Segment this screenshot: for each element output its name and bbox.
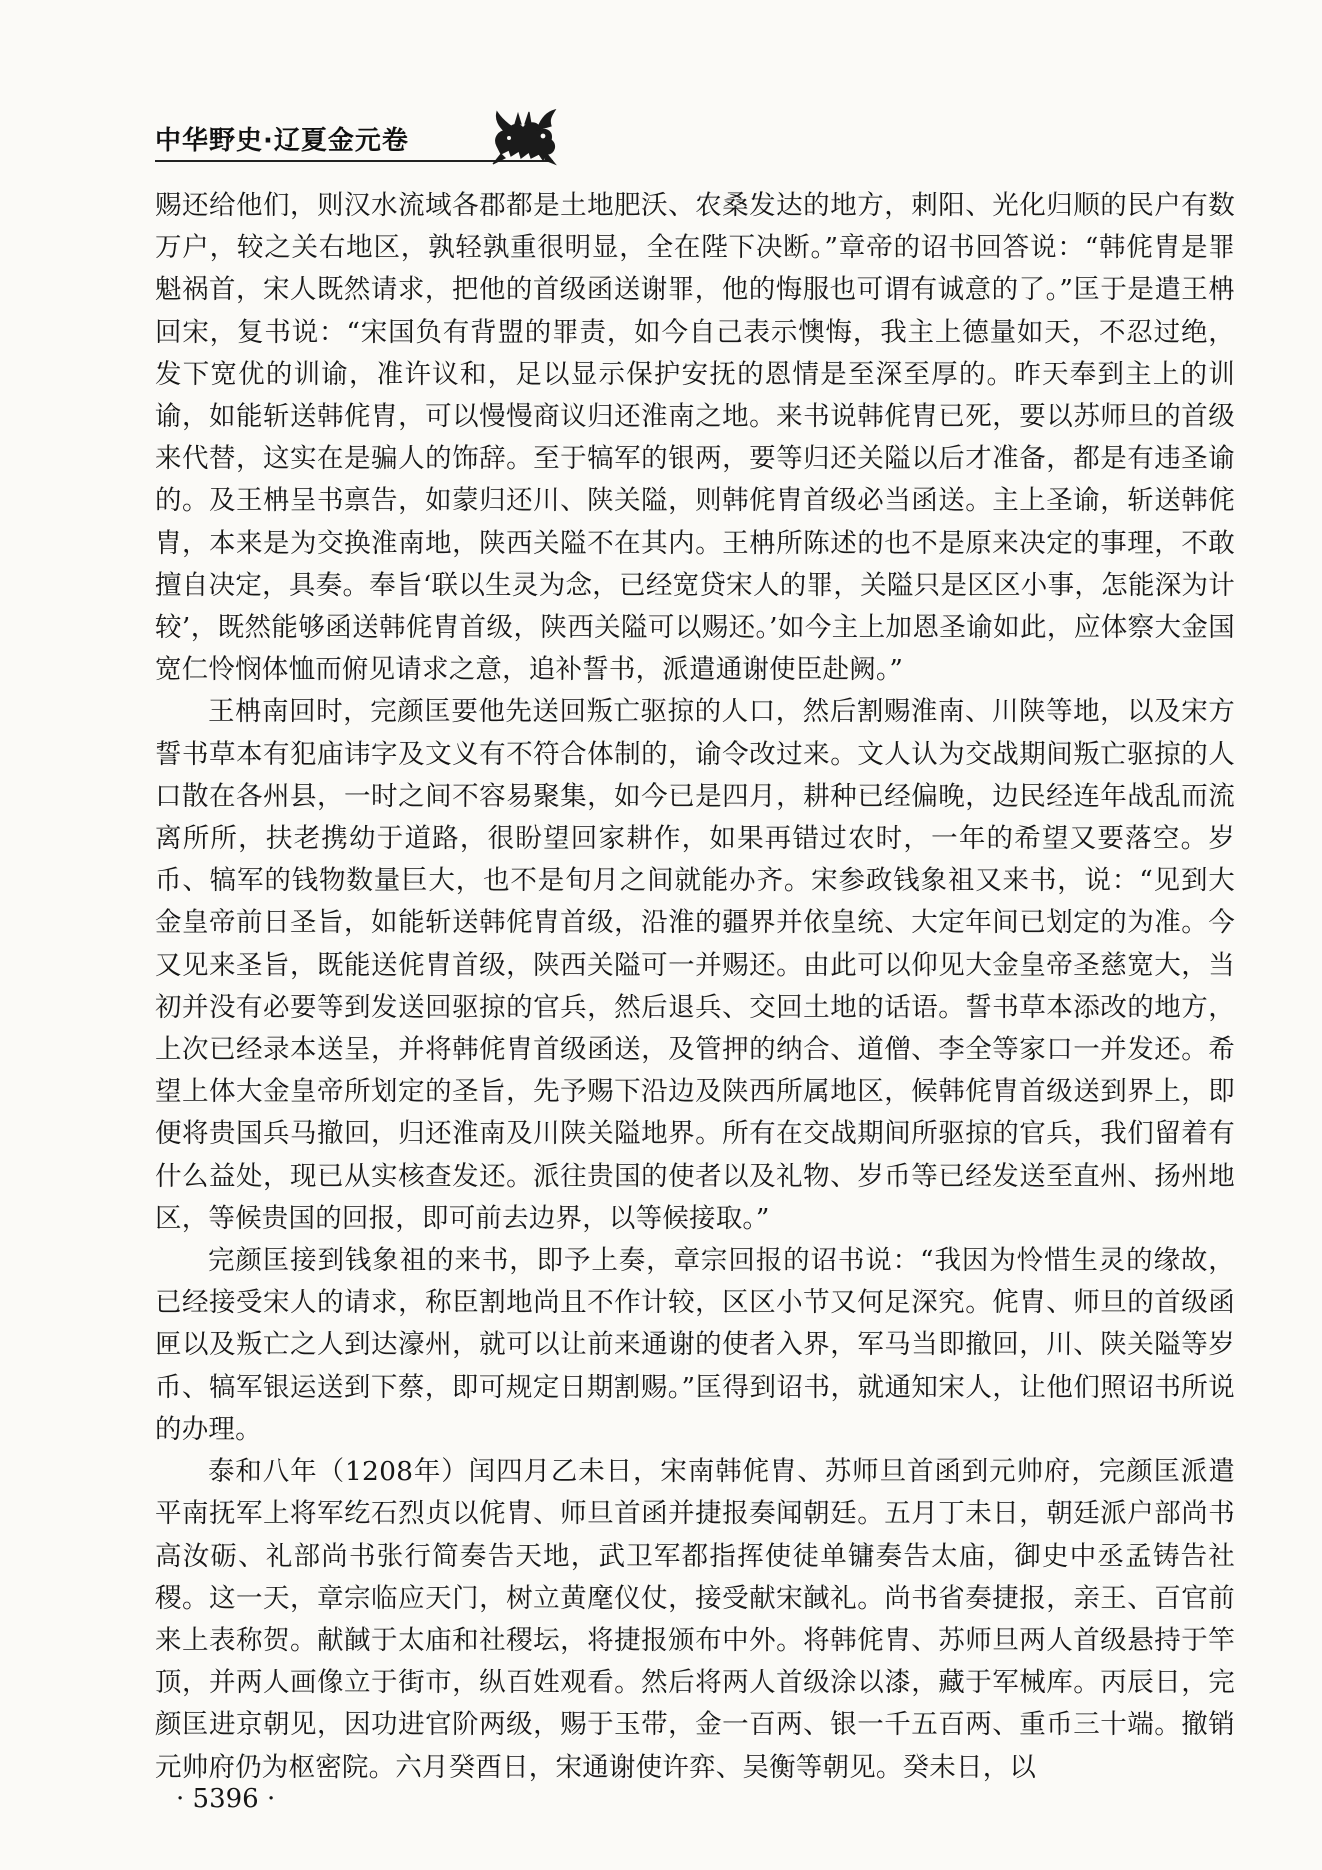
paragraph-2: 王柟南回时，完颜匡要他先送回叛亡驱掠的人口，然后割赐淮南、川陕等地，以及宋方誓书草本有犯庙讳字及文义有不符合体制的，谕令改过来。文人认为交战期间叛亡驱掠的人口散在各州县，一时之间不容易聚集，如今已是四月，耕种已经偏晚，边民经连年战乱而流离所所，扶老携幼于道路，很盼望回家耕作，如果再错过农时，一年的希望又要落空。岁币、犒军的钱物数量巨大，也不是旬月之间就能办齐。宋参政钱象祖又来书，说：“见到大金皇帝前日圣旨，如能斩送韩侂胄首级，沿淮的疆界并依皇统、大定年间已划定的为准。今又见来圣旨，既能送侂胄首级，陕西关隘可一并赐还。由此可以仰见大金皇帝圣慈宽大，当初并没有必要等到发送回驱掠的官兵，然后退兵、交回土地的话语。誓书草本添改的地方，上次已经录本送呈，并将韩侂胄首级函送，及管押的纳合、道僧、李全等家口一并发还。希望上体大金皇帝所划定的圣旨，先予赐下沿边及陕西所属地区，候韩侂胄首级送到界上，即便将贵国兵马撤回，归还淮南及川陕关隘地界。所有在交战期间所驱掠的官兵，我们留着有什么益处，现已从实核查发还。派往贵国的使者以及礼物、岁币等已经发送至直州、扬州地区，等候贵国的回报，即可前去边界，以等候接取。” <box>155 696 1235 1234</box>
book-title: 中华野史·辽夏金元卷 <box>155 126 409 156</box>
body-text <box>155 185 1235 1789</box>
paragraph-1: 赐还给他们，则汉水流域各郡都是土地肥沃、农桑发达的地方，刺阳、光化归顺的民户有数万户，较之关右地区，孰轻孰重很明显，全在陛下决断。”章帝的诏书回答说：“韩侂胄是罪魁祸首，宋人既然请求，把他的首级函送谢罪，他的悔服也可谓有诚意的了。”匡于是遣王柟回宋，复书说：“宋国负有背盟的罪责，如今自己表示懊悔，我主上德量如天，不忍过绝，发下宽优的训谕，准许议和，足以显示保护安抚的恩情是至深至厚的。昨天奉到主上的训谕，如能斩送韩侂胄，可以慢慢商议归还淮南之地。来书说韩侂胄已死，要以苏师旦的首级来代替，这实在是骗人的饰辞。至于犒军的银两，要等归还关隘以后才准备，都是有违圣谕的。及王柟呈书禀告，如蒙归还川、陕关隘，则韩侂胄首级必当函送。主上圣谕，斩送韩侂胄，本来是为交换淮南地，陕西关隘不在其内。王柟所陈述的也不是原来决定的事理，不敢擅自决定，具奏。奉旨‘联以生灵为念，已经宽贷宋人的罪，关隘只是区区小事，怎能深为计较’，既然能够函送韩侂胄首级，陕西关隘可以赐还。’如今主上加恩圣谕如此，应体察大金国宽仁怜悯体恤而俯见请求之意，追补誓书，派遣通谢使臣赴阙。” <box>155 190 1235 686</box>
dragon-emblem-icon <box>485 100 565 170</box>
paragraph-3: 完颜匡接到钱象祖的来书，即予上奏，章宗回报的诏书说：“我因为怜惜生灵的缘故，已经接受宋人的请求，称臣割地尚且不作计较，区区小节又何足深究。侂胄、师旦的首级函匣以及叛亡之人到达濠州，就可以让前来通谢的使者入界，军马当即撤回，川、陕关隘等岁币、犒军银运送到下蔡，即可规定日期割赐。”匡得到诏书，就通知宋人，让他们照诏书所说的办理。 <box>155 1245 1235 1445</box>
page-number: · 5396 · <box>176 1784 276 1814</box>
paragraph-4: 泰和八年（1208年）闰四月乙未日，宋南韩侂胄、苏师旦首函到元帅府，完颜匡派遣平南抚军上将军纥石烈贞以侂胄、师旦首函并捷报奏闻朝廷。五月丁未日，朝廷派户部尚书高汝砺、礼部尚书张行简奏告天地，武卫军都指挥使徒单镛奏告太庙，御史中丞孟铸告社稷。这一天，章宗临应天门，树立黄麾仪仗，接受献宋馘礼。尚书省奏捷报，亲王、百官前来上表称贺。献馘于太庙和社稷坛，将捷报颁布中外。将韩侂胄、苏师旦两人首级悬持于竿顶，并两人画像立于街市，纵百姓观看。然后将两人首级涂以漆，藏于军械库。丙辰日，完颜匡进京朝见，因功进官阶两级，赐于玉带，金一百两、银一千五百两、重币三十端。撤销元帅府仍为枢密院。六月癸酉日，宋通谢使许弈、吴衡等朝见。癸未日，以 <box>155 1456 1235 1783</box>
